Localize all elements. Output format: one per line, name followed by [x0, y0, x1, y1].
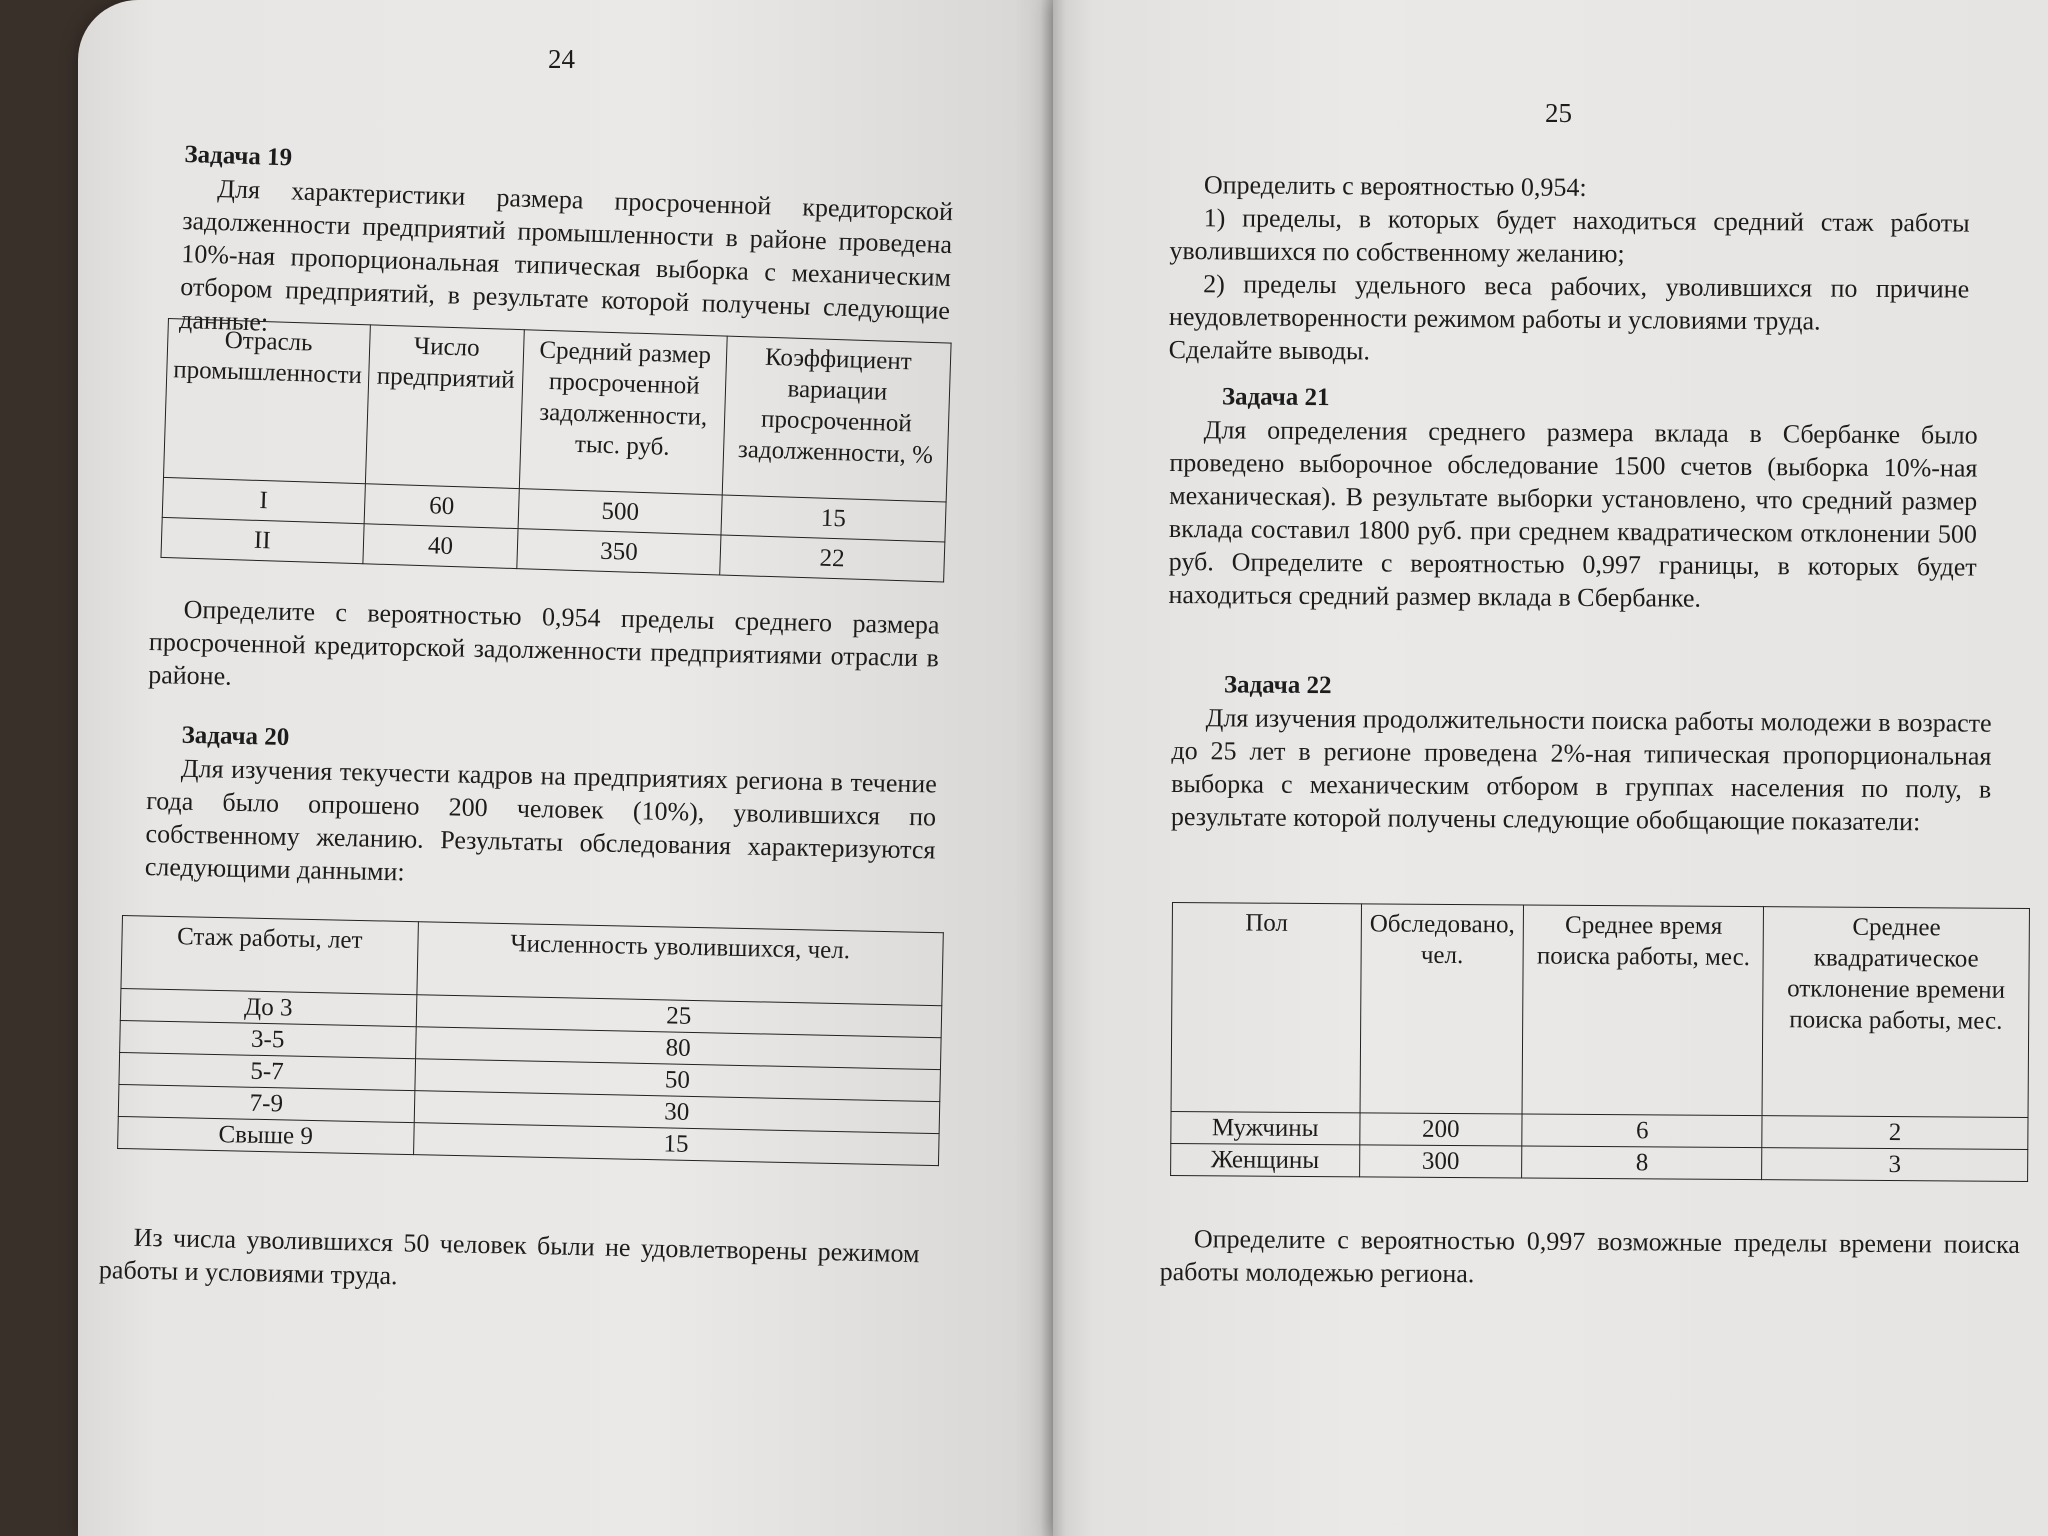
table-cell: 30	[414, 1091, 940, 1134]
table-header-cell: Пол	[1171, 903, 1361, 1113]
task19-heading: Задача 19	[184, 140, 293, 172]
table-header-cell: Отрасль промышленности	[163, 319, 370, 484]
table-cell: 60	[364, 484, 520, 529]
table-header-cell: Число предприятий	[365, 325, 525, 489]
task20-intro: Определить с вероятностью 0,954:	[1203, 170, 1587, 202]
task20-heading: Задача 20	[181, 721, 290, 751]
table-cell: 22	[719, 535, 944, 582]
task20-table	[117, 915, 944, 1166]
table-header-row	[1171, 903, 2029, 1118]
task19-question-block	[148, 592, 940, 708]
table-cell: 300	[1359, 1145, 1522, 1178]
task20-item-1: 1) пределы, в которых будет находиться средний стаж работы уволившихся по собственному желанию;	[1169, 203, 1970, 269]
task21-heading: Задача 21	[1221, 383, 1330, 412]
task20-item-2: 2) пределы удельного веса рабочих, уволившихся по причине неудовлетворенности режимом работы и условиями труда.	[1168, 269, 1970, 336]
task22-question-block	[1160, 1222, 2020, 1294]
table-cell: 7-9	[118, 1084, 414, 1122]
task21-text: Для определения среднего размера вклада в Сбербанке было проведено выборочное обследование 1500 счетов (выборка 10%-ная механическая). В результате выборки установлено, что средний размер вклада составил 1800 руб. при среднем квадратическом отклонении 500 руб. Определите с вероятностью 0,997 границы, в которых будет находиться средний размер вклада в Сбербанке.	[1168, 415, 1978, 613]
table-header-cell: Численность уволившихся, чел.	[416, 922, 943, 1006]
table-cell: 50	[414, 1059, 940, 1102]
table-cell: 5-7	[119, 1052, 415, 1090]
table-cell: 25	[416, 995, 942, 1038]
page-number-left: 24	[548, 44, 575, 74]
table-cell: Женщины	[1171, 1143, 1360, 1176]
table-header-cell: Стаж работы, лет	[121, 916, 418, 995]
table-cell: 350	[517, 529, 720, 575]
table-cell: 15	[413, 1123, 939, 1166]
task20-block	[145, 718, 938, 900]
task20-after-text: Из числа уволившихся 50 человек были не удовлетворены режимом работы и условиями труда.	[98, 1222, 920, 1291]
task22-text: Для изучения продолжительности поиска работы молодежи в возрасте до 25 лет в регионе проведена 2%-ная типическая пропорциональная выборка с механическим отбором в группах населения по полу, в результате которой получены следующие обобщающие показатели:	[1170, 703, 1992, 837]
page-number-right: 25	[1545, 98, 1572, 128]
task21-block	[1168, 380, 1978, 617]
table-cell: 80	[415, 1027, 941, 1070]
table-cell: 40	[363, 524, 519, 569]
task20-questions-block	[1169, 168, 1970, 372]
table-row	[1171, 1143, 2028, 1181]
table-cell: Мужчины	[1171, 1111, 1360, 1144]
table-cell: Свыше 9	[118, 1116, 414, 1154]
task19-question: Определите с вероятностью 0,954 пределы среднего размера просроченной кредиторской задолженности предприятиями отрасли в районе.	[147, 594, 940, 691]
task19-text: Для характеристики размера просроченной кредиторской задолженности предприятий промышленности в районе проведена 10%-ная пропорциональная типическая выборка с механическим отбором предприятий, в результате которой получены следующие данные:	[178, 174, 954, 337]
table-cell: I	[162, 477, 365, 523]
book-spine	[1040, 0, 1066, 1536]
table-header-cell: Средний размер просроченной задолженности, тыс. руб.	[520, 330, 727, 495]
table-cell: До 3	[120, 988, 416, 1026]
task19-table	[160, 318, 951, 583]
table-cell: 200	[1359, 1113, 1522, 1146]
task22-block	[1171, 668, 1992, 839]
table-cell: 8	[1522, 1146, 1762, 1180]
table-cell: 3-5	[120, 1020, 416, 1058]
table-cell: 2	[1762, 1116, 2028, 1150]
table-cell: II	[161, 517, 364, 563]
table-header-cell: Коэффициент вариации просроченной задолженности, %	[722, 336, 951, 502]
task22-question: Определите с вероятностью 0,997 возможные пределы времени поиска работы молодежью региона.	[1159, 1224, 2020, 1289]
table-header-row	[163, 319, 951, 503]
table-cell: 3	[1762, 1148, 2028, 1182]
table-row	[1171, 1111, 2028, 1149]
table-header-cell: Среднее квадратическое отклонение времени поиска работы, мес.	[1762, 907, 2029, 1118]
table-cell: 6	[1522, 1114, 1762, 1148]
task20-text: Для изучения текучести кадров на предприятиях региона в течение года было опрошено 200 человек (10%), уволившихся по собственному желанию. Результаты обследования характеризуются следующими данными:	[144, 753, 938, 887]
table-cell: 15	[721, 495, 946, 542]
table-header-cell: Обследовано, чел.	[1360, 904, 1524, 1114]
task20-conclusion: Сделайте выводы.	[1168, 334, 1371, 366]
task22-heading: Задача 22	[1223, 671, 1332, 700]
table-cell: 500	[519, 489, 722, 535]
task22-table	[1170, 902, 2030, 1182]
table-header-cell: Среднее время поиска работы, мес.	[1522, 905, 1763, 1116]
